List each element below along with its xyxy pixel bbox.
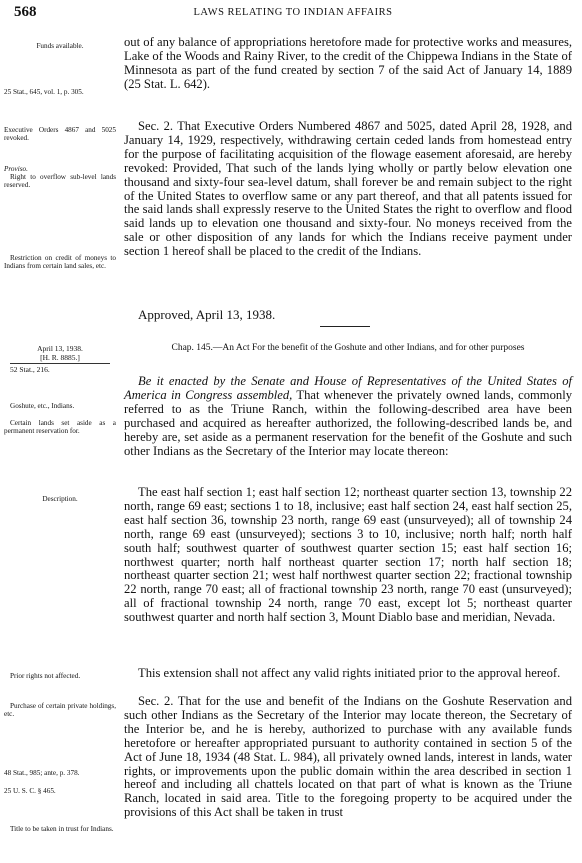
enacting-clause [124,375,572,458]
margin-note-executive-orders: Executive Orders 4867 and 5025 revoked. [4,126,116,143]
enacting-text: That whenever the privately owned lands, commonly referred to as the Triune Ranch, within the following-described area have been purchased and acquired as hereafter authorized, the following-described lands be, and hereby are, set aside as a permanent reservation for the benefit of the Goshute and such other Indians as the Secretary of the Interior may locate thereon: [124,387,572,458]
margin-note-restriction: Restriction on credit of moneys to Indians from certain land sales, etc. [4,254,116,271]
running-head: LAWS RELATING TO INDIAN AFFAIRS [193,7,393,18]
approved-date: Approved, April 13, 1938. [138,307,276,322]
margin-note-usc: 25 U. S. C. § 465. [4,787,56,795]
paragraph-purchase: Sec. 2. That for the use and benefit of the Indians on the Goshute Reservation and such other Indians as the Secretary of the Interior may locate thereon, the Secretary of the Interior be, and he is hereby, authorized to purchase with any available funds heretofore or hereafter appropriated pursuant to authority contained in section 5 of the Act of June 18, 1934 (48 Stat. L. 984), all privately owned lands, interest in lands, water rights, or improvements upon the public domain within the area described in section 1 hereof and including all chattels located on that part of what is known as the Triune Ranch, located in said area. Title to the foregoing property to be acquired under the provisions of this Act shall be taken in trust [124,694,572,820]
paragraph-description: The east half section 1; east half section 12; northeast quarter section 13, township 22 north, range 69 east; sections 1 to 18, inclusive; east half section 24, east half section 25, east half section 36, township 23 north, range 69 east (unsurveyed); all of township 24 north, range 69 east (unsurveyed); sections 3 to 10, inclusive; north half; north half south half; southwest quarter of southwest quarter section 15; east half section 16; northwest quarter; north half northeast quarter section 17; north half section 18; northeast quarter section 21; west half northwest quarter section 22; fractional township 22 north, range 70 east; all of fractional township 23 north, range 70 east (unsurveyed); all of fractional township 24 north, range 70 east, except lot 5; northeast quarter southwest quarter and north half section 3, Mount Diablo base and meridian, Nevada. [124,485,572,625]
margin-note-proviso: Proviso. [4,165,28,173]
page-number: 568 [14,4,37,20]
margin-note-prior-rights: Prior rights not affected. [10,672,81,680]
margin-note-bill: [H. R. 8885.] [40,353,80,362]
paragraph-section-2: Sec. 2. That Executive Orders Numbered 4867 and 5025, dated April 28, 1928, and January 14, 1929, respectively, withdrawing certain ceded lands from homestead entry for the purpose of facilitating acquisition of the flowage easement aforesaid, are hereby revoked: Provided, That such of the lands lying wholly or partly below elevation one thousand and sixty-four sea-level datum, shall forever be and remain subject to the right of the United States to overflow same or any part thereof, and that all patents issued for the said lands shall expressly reserve to the United States the right to overflow and flood said lands up to elevation one thousand and sixty-four. No moneys received from the sale or other disposition of any lands for which the Indians receive payment under section 1 hereof shall be placed to the credit of the Indians. [124,119,572,259]
margin-note-date-block [4,344,116,374]
margin-note-certain-lands: Certain lands set aside as a permanent reservation for. [4,419,116,436]
enacting-formula: Be it enacted by the Senate and House of Representatives of the United States of America in Congress assembled, [124,374,572,402]
margin-note-description: Description. [42,495,78,503]
margin-note-purchase: Purchase of certain private holdings, etc. [4,702,116,719]
margin-note-funds-available: Funds available. [36,42,84,50]
margin-note-stat-985: 48 Stat., 985; ante, p. 378. [4,769,80,777]
section-divider [320,326,370,327]
page-header [14,4,572,26]
paragraph-funds: out of any balance of appropriations heretofore made for protective works and measures, Lake of the Woods and Rainy River, to the credit of the Chippewa Indians in the State of Minnesota as part of the fund created by section 7 of the said Act of January 14, 1889 (25 Stat. L. 642). [124,35,572,91]
margin-note-right-to-overflow: Right to overflow sub-level lands reserved. [4,173,116,190]
margin-note-goshute: Goshute, etc., Indians. [10,402,75,410]
margin-note-stat-645: 25 Stat., 645, vol. 1, p. 305. [4,88,84,96]
margin-rule [10,363,110,364]
chapter-heading: Chap. 145.—An Act For the benefit of the Goshute and other Indians, and for other purposes [171,343,525,353]
margin-note-stat-216: 52 Stat., 216. [10,365,50,374]
margin-note-title-trust: Title to be taken in trust for Indians. [10,825,114,833]
paragraph-extension: This extension shall not affect any valid rights initiated prior to the approval hereof. [138,666,561,680]
margin-note-date: April 13, 1938. [37,344,83,353]
